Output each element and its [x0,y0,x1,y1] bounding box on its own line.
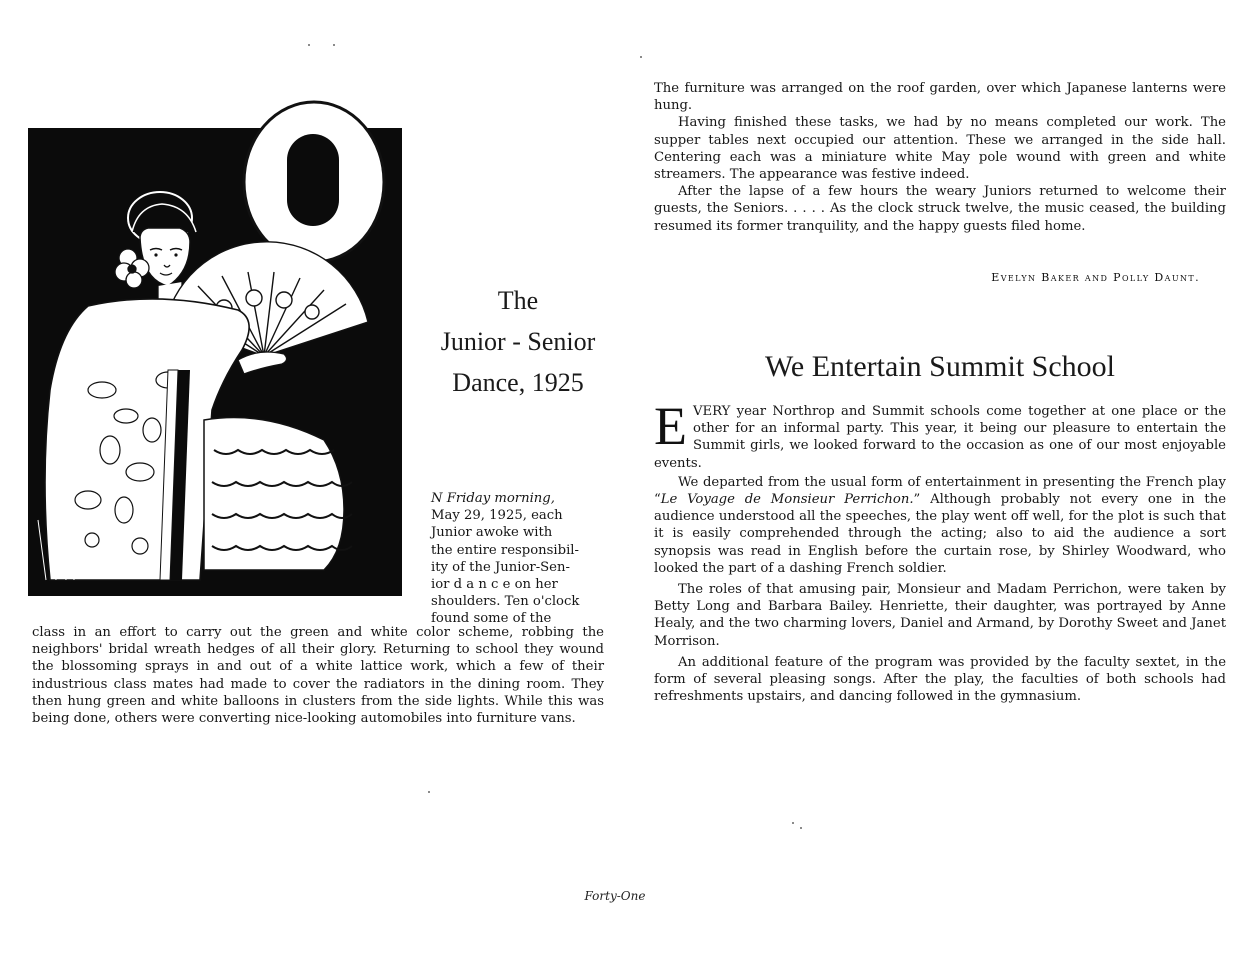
section-title-text: We Entertain Summit School [764,350,1116,383]
paragraph-text: ” Although probably not every one in the audience understood all the speeches, the play went off well, for the plot is such that it is easily comprehended through the acting; also to aid the audience a sort synopsis was read in English before the curtain rose, by Shirley Woodward, who looked the part of a dashing French soldier. [654,492,1226,576]
author-credit [800,271,1200,284]
paragraph: The roles of that amusing pair, Monsieur and Madam Perrichon, were taken by Betty Long and Barbara Bailey. Henriette, their daughter, was portrayed by Anne Healy, and the two charming lovers, Daniel and Armand, by Dorothy Sweet and Janet Morrison. [654,582,1226,649]
article-title [416,280,620,403]
section-title [654,350,1226,384]
drop-cap-o [244,102,384,262]
paragraph-text: We departed from the usual form of entertainment in presenting the French play “ [654,474,1226,508]
title-line: Junior - Senior [440,327,596,356]
play-title: Le Voyage de Monsieur Perrichon. [660,492,914,508]
paragraph: Having finished these tasks, we had by no means completed our work. The supper tables next occupied our attention. These we arranged in the side hall. Centering each was a miniature white May pole wound with green and white streamers. The appearance was festive indeed. [654,115,1226,183]
continued-text [654,80,1226,235]
scan-speck [308,44,310,46]
author-names: Evelyn Baker and Polly Daunt. [991,271,1200,284]
body-text: class in an effort to carry out the green and white color scheme, robbing the neighbors' bridal wreath hedges of all their glory. Returning to school they wound the blossoming sprays in and out of a white lattice work, which a few of their industrious class mates had made to cover the radiators in the dining room. They then hung green and white balloons in clusters from the side lights. While this was being done, others were converting nice-looking automobiles into furniture vans. [32,625,604,727]
title-line: Dance, 1925 [452,368,584,397]
dancer-illustration [28,100,404,598]
intro-line: N Friday morning, [431,491,555,506]
intro-line: May 29, 1925, each [431,508,563,524]
scan-speck [333,44,335,46]
first-paragraph [654,396,1226,472]
paragraph: After the lapse of a few hours the weary Juniors returned to welcome their guests, the Seniors. . . . . As the clock struck twelve, the music ceased, the building resumed its former tranquility, and the happy guests filed home. [654,184,1226,234]
scan-speck [800,827,802,829]
intro-line: Junior awoke with [431,525,553,541]
title-line: The [497,286,539,315]
intro-line: the entire responsibil- [431,542,579,558]
paragraph: The furniture was arranged on the roof garden, over which Japanese lanterns were hung. [654,81,1226,114]
scan-speck [792,822,794,824]
scan-speck [428,791,430,793]
illustration [28,100,404,598]
page-number-text: Forty-One [584,889,646,903]
first-paragraph-text: VERY year Northrop and Summit schools come together at one place or the other for an informal party. This year, it being our pleasure to entertain the Summit girls, we looked forward to the occasion as one of our most enjoyable events. [654,404,1226,471]
intro-line: found some of the [431,611,552,627]
intro-line: ior d a n c e on her [431,577,558,593]
summit-article [654,396,1226,705]
drop-cap-e: E [654,396,687,456]
left-body-paragraph [32,624,604,727]
paragraph [654,474,1226,577]
scan-speck [640,56,642,58]
intro-line: shoulders. Ten o'clock [431,594,580,610]
paragraph: An additional feature of the program was provided by the faculty sextet, in the form of several pleasing songs. After the play, the faculties of both schools had refreshments upstairs, and dancing followed in the gymnasium. [654,654,1226,705]
intro-column [431,490,605,628]
intro-line: ity of the Junior-Sen- [431,559,570,575]
page-number [560,889,670,903]
